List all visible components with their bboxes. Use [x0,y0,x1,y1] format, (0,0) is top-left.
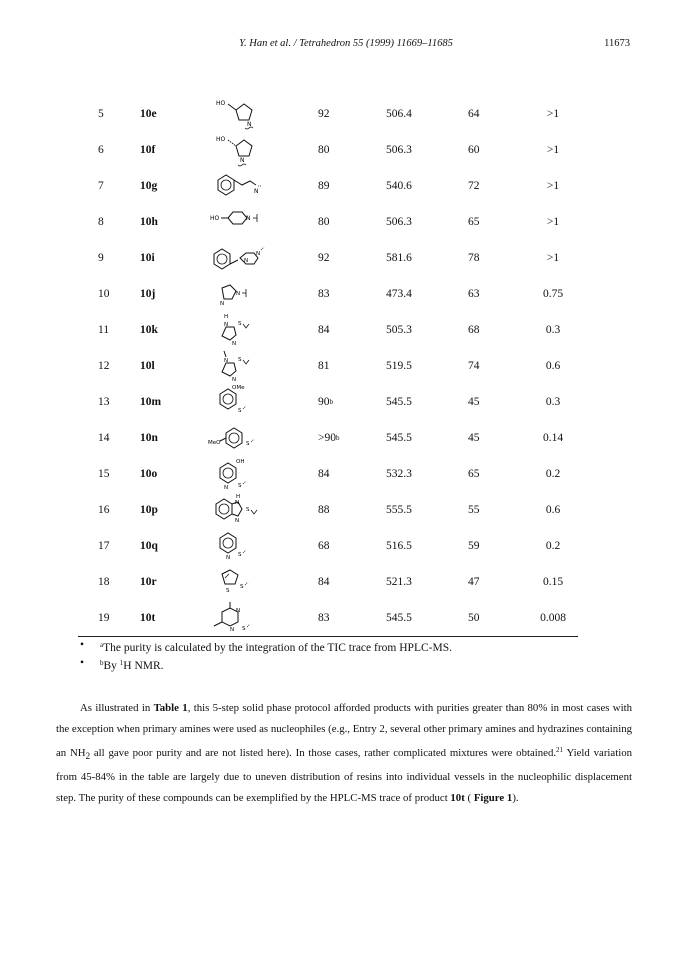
structure-label: S [226,588,230,594]
structure-label: S [238,408,242,414]
footnote-a [80,638,600,656]
entry-cell: 15 [98,468,110,480]
compound-cell: 10i [140,252,155,264]
thiopyridine-icon [208,528,288,564]
yield-cell: 80 [318,144,330,156]
purity-cell: 55 [468,504,480,516]
yield-cell: 92 [318,108,330,120]
structure-label: N [256,251,261,257]
entry-cell: 14 [98,432,110,444]
bullet: • [80,657,85,669]
methoxythiophenol-p-icon [208,420,288,456]
compound-cell: 10n [140,432,158,444]
purity-cell: 45 [468,432,480,444]
paragraph-text: all gave poor purity and are not listed here). In those cases, rather complicated mixtures were obtained. [90,747,557,759]
mw-cell: 516.5 [386,540,412,552]
table-row [78,96,578,132]
hydroxypiperidine-icon [208,204,288,240]
table-row [78,456,578,492]
structure-label: S [242,626,246,632]
purity-cell: 45 [468,396,480,408]
purity-cell: 65 [468,468,480,480]
entry-cell: 19 [98,612,110,624]
table-row [78,564,578,600]
mw-cell: 506.3 [386,216,412,228]
structure-label: N [224,322,229,328]
structure-label: S [238,357,242,363]
ratio-cell: 0.6 [545,360,561,372]
purity-cell: 65 [468,216,480,228]
product-reference: 10t [450,792,465,805]
imidazole-icon [208,276,288,312]
table-row [78,348,578,384]
structure-label: N [246,215,251,222]
yield-cell [318,420,358,456]
yield-cell: 92 [318,252,330,264]
purity-cell: 68 [468,324,480,336]
table-row [78,420,578,456]
mw-cell: 521.3 [386,576,412,588]
ratio-cell: >1 [546,108,560,120]
entry-cell: 13 [98,396,110,408]
yield-cell: 88 [318,504,330,516]
table-row [78,312,578,348]
thiophenethiol-icon [208,564,288,600]
compound-cell: 10h [140,216,158,228]
structure-label: S [246,441,250,447]
structure-label: N [240,157,245,164]
structure-label: H [236,494,241,500]
thiopyrimidine-icon [208,600,288,636]
mw-cell: 519.5 [386,360,412,372]
mw-cell: 505.3 [386,324,412,336]
compound-cell: 10o [140,468,158,480]
paragraph-text: ). [512,792,519,805]
prolinol-icon [208,96,288,132]
paragraph-text: ( [464,792,474,805]
compound-cell: 10r [140,576,157,588]
paragraph-text: As illustrated in [80,702,154,714]
entry-cell: 7 [98,180,104,192]
yield-cell: 83 [318,288,330,300]
table-row [78,168,578,204]
mw-cell: 506.4 [386,108,412,120]
entry-cell: 6 [98,144,104,156]
prolinol-stereo-icon [208,132,288,168]
compound-cell: 10l [140,360,155,372]
ratio-cell: 0.6 [545,504,561,516]
table-row [78,240,578,276]
structure-label: N [232,341,237,347]
structure-label: N [244,258,249,264]
ratio-cell: 0.14 [542,432,564,444]
compound-cell: 10g [140,180,158,192]
entry-cell: 8 [98,216,104,228]
yield-cell: 80 [318,216,330,228]
table-bottom-rule [78,636,578,637]
ratio-cell: 0.3 [545,324,561,336]
entry-cell: 11 [98,324,110,336]
structure-label: N [236,291,241,297]
footnote-text-prefix: By [103,660,120,672]
table-row [78,276,578,312]
subscript: 2 [85,751,91,762]
structure-label: HO [216,100,226,107]
ratio-cell: >1 [546,144,560,156]
entry-cell: 17 [98,540,110,552]
compound-cell: 10e [140,108,157,120]
yield-footnote-mark: b [329,398,333,406]
compound-cell: 10f [140,144,156,156]
structure-label: MeO [208,440,221,446]
yield-value: >90 [318,432,336,444]
footnote-mark: b [100,659,104,667]
mw-cell: 545.5 [386,432,412,444]
compound-cell: 10t [140,612,156,624]
purity-cell: 50 [468,612,480,624]
mw-cell: 506.3 [386,144,412,156]
structure-label: S [240,584,244,590]
purity-cell: 72 [468,180,480,192]
hydroxythiopyridine-icon [208,456,288,492]
structure-label: S [238,552,242,558]
page-number: 11673 [604,38,630,49]
methoxythiophenol-o-icon [208,384,288,420]
ratio-cell: 0.3 [545,396,561,408]
table-row [78,528,578,564]
bullet: • [80,639,85,651]
yield-cell: 84 [318,468,330,480]
footnote-mark: a [100,641,104,649]
footnote-b [80,656,600,674]
structure-label: N [226,555,231,561]
structure-label: N [232,377,237,383]
entry-cell: 9 [98,252,104,264]
compound-cell: 10k [140,324,158,336]
entry-cell: 10 [98,288,110,300]
paragraph-text: , this 5-step solid phase protocol afforded products with purities greater than 80% in most cases with the exception when primary amines were used as nucleophiles (e.g., Entry 2, several other primary amines and hydrazines containing an NH [56,702,633,759]
results-table [78,96,578,636]
structure-label: HO [216,136,226,143]
ratio-cell: 0.15 [542,576,564,588]
figure-reference: Figure 1 [473,792,513,805]
table-row [78,204,578,240]
thioimidazole-icon [208,312,288,348]
purity-cell: 74 [468,360,480,372]
structure-label: N [236,608,241,614]
structure-label: N [220,301,225,307]
compound-cell: 10j [140,288,156,300]
yield-footnote-mark: b [336,434,340,442]
yield-cell: 81 [318,360,330,372]
mw-cell: 545.5 [386,396,412,408]
structure-label: N [224,358,229,364]
methylthioimidazole-icon [208,348,288,384]
ratio-cell: 0.008 [540,612,566,624]
structure-label: H [224,314,229,320]
isotope-mark: 1 [119,659,124,667]
ratio-cell: >1 [546,216,560,228]
running-header [0,38,692,54]
compound-cell: 10q [140,540,158,552]
table-reference: Table 1 [153,702,188,714]
mw-cell: 545.5 [386,612,412,624]
table-footnotes [80,638,600,674]
yield-cell: 68 [318,540,330,552]
ratio-cell: 0.75 [542,288,564,300]
benzylpiperazine-icon [208,240,288,276]
ratio-cell: 0.2 [545,540,561,552]
yield-cell: 89 [318,180,330,192]
structure-label: S [238,321,242,327]
compound-cell: 10p [140,504,158,516]
structure-label: N [224,485,229,491]
entry-cell: 16 [98,504,110,516]
yield-cell: 84 [318,324,330,336]
structure-label: OMe [232,385,245,391]
purity-cell: 60 [468,144,480,156]
entry-cell: 12 [98,360,110,372]
purity-cell: 59 [468,540,480,552]
table-row [78,132,578,168]
entry-cell: 5 [98,108,104,120]
yield-cell: 84 [318,576,330,588]
footnote-text: H NMR. [123,660,164,672]
journal-citation: Y. Han et al. / Tetrahedron 55 (1999) 11669–11685 [239,38,453,49]
purity-cell: 78 [468,252,480,264]
compound-cell: 10m [140,396,162,408]
structure-label: N [247,121,252,128]
structure-label: N [235,500,240,506]
yield-value: 90 [318,396,330,408]
yield-cell: 83 [318,612,330,624]
body-paragraph [56,698,632,809]
structure-label: HO [210,215,220,222]
citation-mark: 21 [556,746,564,754]
table-row [78,600,578,636]
table-row [78,384,578,420]
yield-cell [318,384,358,420]
structure-label: N [230,627,235,633]
benzylamine-icon [208,168,288,204]
mw-cell: 581.6 [386,252,412,264]
paragraph-text: Yield variation from 45-84% in the table are largely due to uneven distribution of resins into individual vessels in the nucleophilic displacement step. The purity of these compounds can be exemplified by the HPLC-MS trace of product [56,747,633,805]
structure-label: S [238,483,242,489]
structure-label: OH [236,459,245,465]
footnote-text: The purity is calculated by the integration of the TIC trace from HPLC-MS. [103,642,452,654]
structure-label: N [254,188,259,195]
mw-cell: 540.6 [386,180,412,192]
purity-cell: 63 [468,288,480,300]
ratio-cell: >1 [546,180,560,192]
purity-cell: 47 [468,576,480,588]
structure-label: S [246,507,250,513]
mw-cell: 473.4 [386,288,412,300]
ratio-cell: >1 [546,252,560,264]
entry-cell: 18 [98,576,110,588]
mw-cell: 555.5 [386,504,412,516]
purity-cell: 64 [468,108,480,120]
structure-label: N [235,518,240,524]
mw-cell: 532.3 [386,468,412,480]
ratio-cell: 0.2 [545,468,561,480]
thiobenzimidazole-icon [208,492,288,528]
table-row [78,492,578,528]
